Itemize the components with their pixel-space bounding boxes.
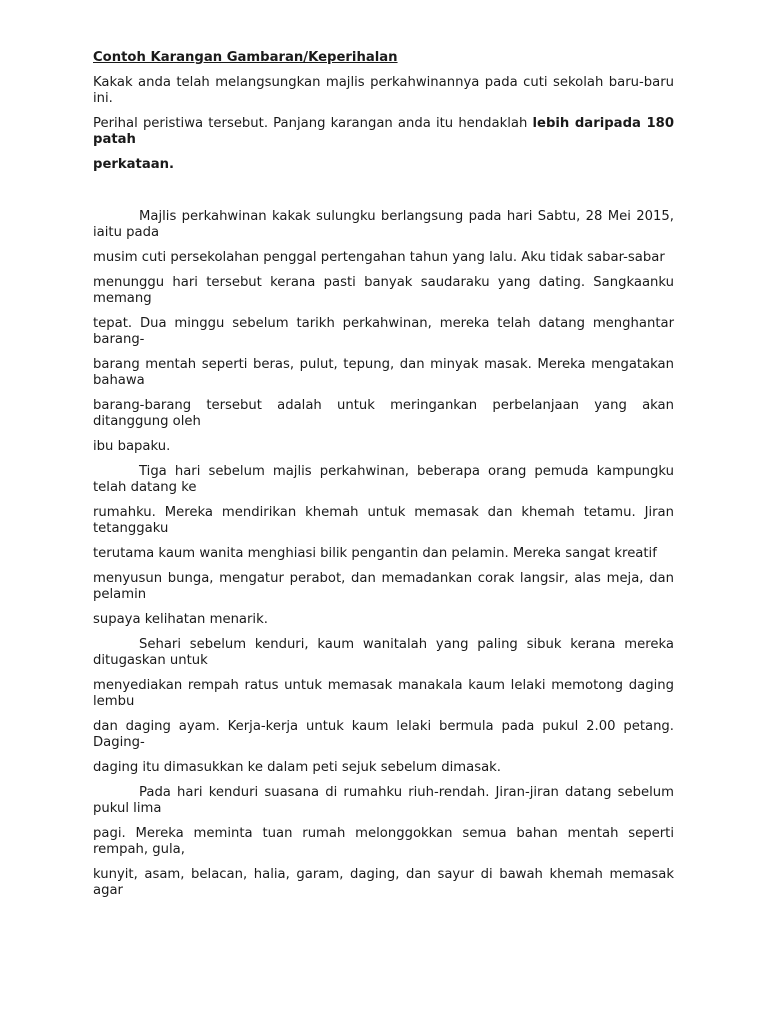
essay-body <box>93 209 674 899</box>
essay-line: Sehari sebelum kenduri, kaum wanitalah yang paling sibuk kerana mereka ditugaskan untuk <box>93 637 674 668</box>
essay-line: ibu bapaku. <box>93 439 171 454</box>
essay-line: kunyit, asam, belacan, halia, garam, daging, dan sayur di bawah khemah memasak agar <box>93 867 674 898</box>
intro-paragraph: Kakak anda telah melangsungkan majlis perkahwinannya pada cuti sekolah baru-baru ini. <box>93 75 674 106</box>
task-bold-word-count: lebih daripada 180 patah <box>93 116 674 147</box>
task-text: Perihal peristiwa tersebut. Panjang karangan anda itu hendaklah <box>93 116 533 131</box>
document-title: Contoh Karangan Gambaran/Keperihalan <box>93 50 398 65</box>
essay-line: musim cuti persekolahan penggal pertengahan tahun yang lalu. Aku tidak sabar-sabar <box>93 250 665 265</box>
essay-line: Majlis perkahwinan kakak sulungku berlangsung pada hari Sabtu, 28 Mei 2015, iaitu pada <box>93 209 674 240</box>
essay-line: barang mentah seperti beras, pulut, tepung, dan minyak masak. Mereka mengatakan bahawa <box>93 357 674 388</box>
task-paragraph <box>93 116 674 148</box>
essay-line: tepat. Dua minggu sebelum tarikh perkahwinan, mereka telah datang menghantar barang- <box>93 316 674 347</box>
essay-line: dan daging ayam. Kerja-kerja untuk kaum lelaki bermula pada pukul 2.00 petang. Daging- <box>93 719 674 750</box>
essay-line: supaya kelihatan menarik. <box>93 612 268 627</box>
document-page <box>93 50 674 908</box>
essay-line: Pada hari kenduri suasana di rumahku riuh-rendah. Jiran-jiran datang sebelum pukul lima <box>93 785 674 816</box>
essay-line: rumahku. Mereka mendirikan khemah untuk memasak dan khemah tetamu. Jiran tetanggaku <box>93 505 674 536</box>
essay-line: Tiga hari sebelum majlis perkahwinan, beberapa orang pemuda kampungku telah datang ke <box>93 464 674 495</box>
essay-line: barang-barang tersebut adalah untuk meringankan perbelanjaan yang akan ditanggung oleh <box>93 398 674 429</box>
essay-line: menyusun bunga, mengatur perabot, dan memadankan corak langsir, alas meja, dan pelamin <box>93 571 674 602</box>
essay-line: menunggu hari tersebut kerana pasti banyak saudaraku yang dating. Sangkaanku memang <box>93 275 674 306</box>
section-spacer <box>93 182 674 209</box>
task-bold-perkataan: perkataan. <box>93 157 175 172</box>
essay-line: pagi. Mereka meminta tuan rumah melonggokkan semua bahan mentah seperti rempah, gula, <box>93 826 674 857</box>
essay-line: terutama kaum wanita menghiasi bilik pengantin dan pelamin. Mereka sangat kreatif <box>93 546 657 561</box>
essay-line: menyediakan rempah ratus untuk memasak manakala kaum lelaki memotong daging lembu <box>93 678 674 709</box>
essay-line: daging itu dimasukkan ke dalam peti sejuk sebelum dimasak. <box>93 760 501 775</box>
